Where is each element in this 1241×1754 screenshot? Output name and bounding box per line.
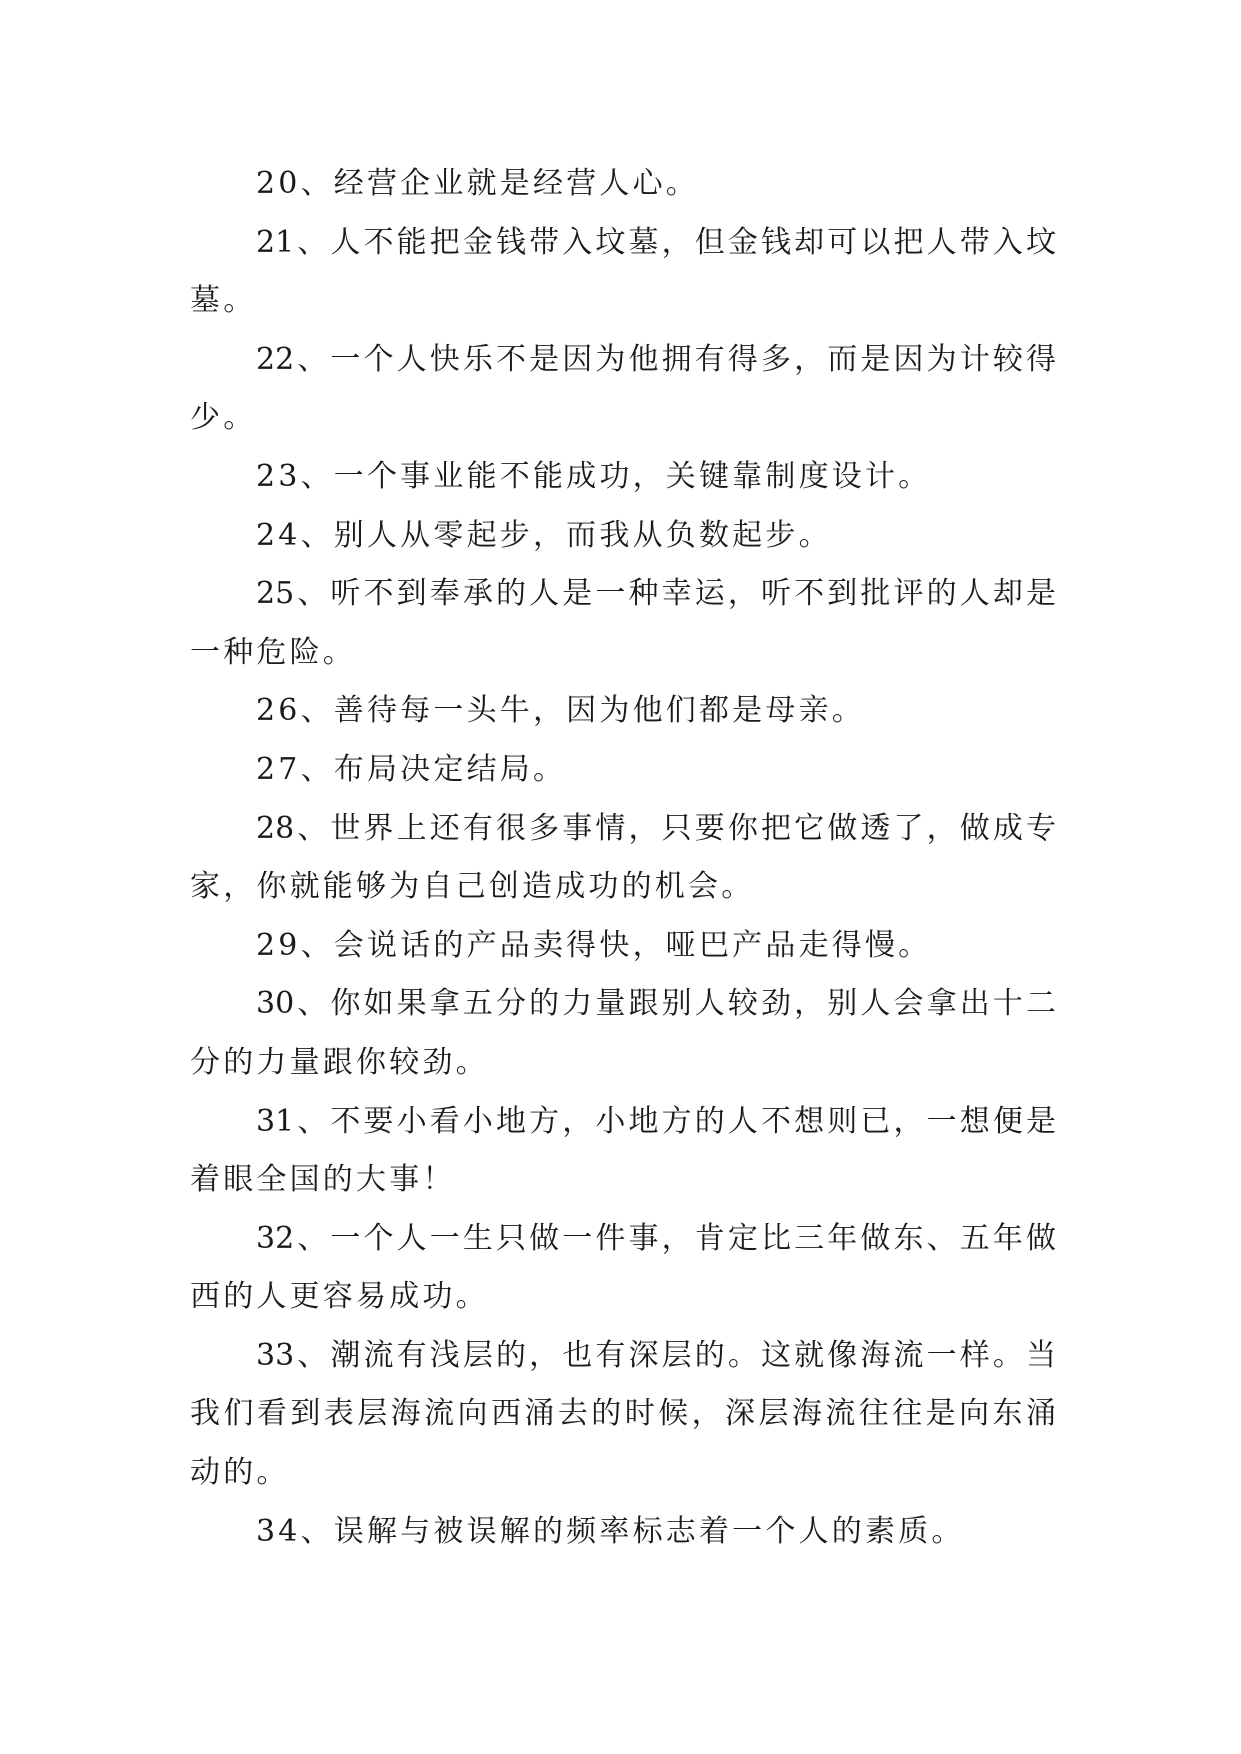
text-line: 23、一个事业能不能成功，关键靠制度设计。 [256,458,932,494]
text-line: 我们看到表层海流向西涌去的时候，深层海流往往是向东涌 [190,1396,1056,1432]
paragraph-20 [190,155,1056,214]
text-line: 着眼全国的大事！ [190,1162,456,1198]
text-line: 墓。 [190,283,257,319]
paragraph-21 [190,214,1056,331]
document-page [190,155,1056,1561]
text-line: 26、善待每一头牛，因为他们都是母亲。 [256,693,865,729]
text-line: 21、人不能把金钱带入坟墓，但金钱却可以把人带入坟 [256,224,1056,260]
text-line: 分的力量跟你较劲。 [190,1044,489,1080]
text-line: 一种危险。 [190,634,356,670]
text-line: 29、会说话的产品卖得快，哑巴产品走得慢。 [256,927,932,963]
text-line: 24、别人从零起步，而我从负数起步。 [256,517,832,553]
paragraph-27 [190,741,1056,800]
text-line: 少。 [190,400,257,436]
text-line: 家，你就能够为自己创造成功的机会。 [190,869,755,905]
text-line: 动的。 [190,1455,290,1491]
paragraph-30 [190,975,1056,1092]
paragraph-31 [190,1093,1056,1210]
text-line: 33、潮流有浅层的，也有深层的。这就像海流一样。当 [256,1337,1056,1373]
text-line: 西的人更容易成功。 [190,1279,489,1315]
text-line: 32、一个人一生只做一件事，肯定比三年做东、五年做 [256,1220,1056,1256]
text-line: 22、一个人快乐不是因为他拥有得多，而是因为计较得 [256,341,1056,377]
paragraph-25 [190,565,1056,682]
text-line: 25、听不到奉承的人是一种幸运，听不到批评的人却是 [256,576,1056,612]
text-line: 34、误解与被误解的频率标志着一个人的素质。 [256,1513,965,1549]
text-line: 31、不要小看小地方，小地方的人不想则已，一想便是 [256,1103,1056,1139]
paragraph-33 [190,1327,1056,1503]
text-line: 27、布局决定结局。 [256,751,567,787]
paragraph-22 [190,331,1056,448]
paragraph-32 [190,1210,1056,1327]
text-line: 20、经营企业就是经营人心。 [256,166,699,201]
text-line: 28、世界上还有很多事情，只要你把它做透了，做成专 [256,810,1056,846]
paragraph-29 [190,917,1056,976]
paragraph-23 [190,448,1056,507]
paragraph-26 [190,682,1056,741]
text-line: 30、你如果拿五分的力量跟别人较劲，别人会拿出十二 [256,986,1056,1022]
paragraph-34 [190,1503,1056,1562]
paragraph-28 [190,800,1056,917]
paragraph-24 [190,507,1056,566]
